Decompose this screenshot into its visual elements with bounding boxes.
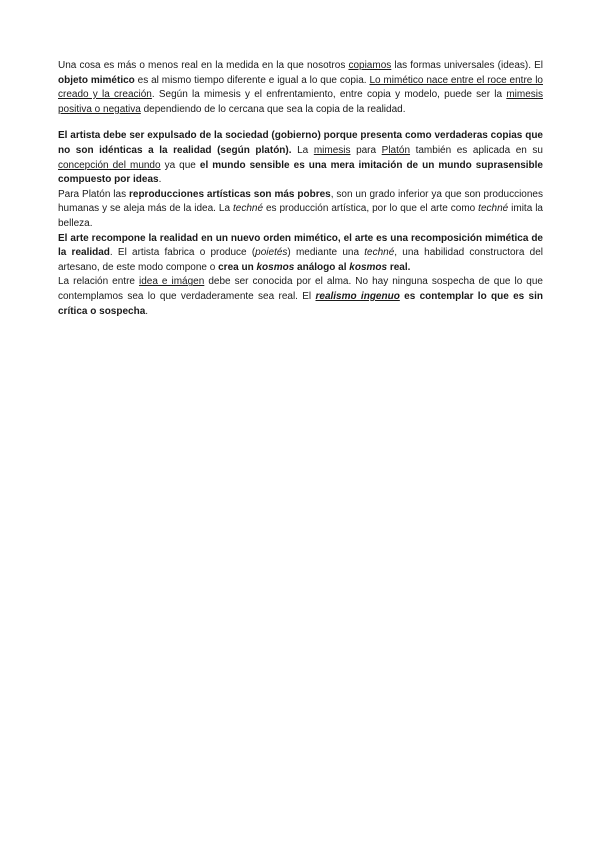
text-run: ) mediante una (287, 247, 365, 259)
text-run: . (158, 174, 162, 186)
text-run: dependiendo de lo cercana que sea la copia de la realidad. (140, 103, 406, 115)
text-run: . (145, 305, 149, 317)
text-run: las formas universales (ideas). El (391, 60, 544, 71)
underlined-term: idea e imágen (139, 276, 205, 288)
bold-italic-underlined-term: realismo ingenuo (315, 290, 400, 302)
italic-term: poietés (255, 247, 288, 259)
underlined-term: copiamos (348, 60, 392, 71)
text-run: Una cosa es más o menos real en la medida en la que nosotros (58, 60, 349, 71)
bold-italic-term: kosmos (256, 261, 295, 273)
text-run: es producción artística, por lo que el arte como (263, 203, 479, 215)
text-run: es al mismo tiempo diferente e igual a lo que copia. (134, 74, 370, 86)
bold-statement: crea un (218, 261, 257, 273)
italic-term: techné (364, 247, 395, 259)
text-run: Para Platón las (58, 188, 129, 200)
paragraph-naive-realism (58, 275, 543, 319)
italic-term: techné (232, 203, 264, 215)
bold-statement: el mundo sensible es una mera imitación de un mundo suprasensible compuesto por ideas (58, 159, 543, 186)
bold-term: objeto mimético (58, 74, 135, 86)
bold-statement: El arte recompone la realidad en un nuevo orden mimético, el arte es una recomposición mimética de la realidad (58, 232, 543, 259)
text-run: . El artista fabrica o produce ( (109, 247, 256, 259)
text-run: , son un grado inferior ya que son producciones humanas y se aleja más de la idea. La (58, 188, 543, 215)
paragraph-art-recomposes (58, 232, 543, 276)
italic-term: techné (478, 203, 509, 215)
text-run: . Según la mimesis y el enfrentamiento, entre copia y modelo, puede ser la (151, 89, 507, 101)
underlined-term: mimesis positiva o negativa (58, 89, 543, 115)
text-run: La relación entre (58, 276, 139, 288)
bold-statement: análogo al (294, 261, 350, 273)
paragraph-copy-forms (58, 59, 543, 117)
bold-statement: real. (387, 261, 411, 273)
bold-statement: reproducciones artísticas son más pobres (129, 188, 331, 200)
bold-statement: El artista debe ser expulsado de la sociedad (gobierno) porque presenta como verdaderas copias que no son idénticas a la realidad (según platón). (58, 130, 543, 156)
underlined-term: concepción del mundo (58, 159, 161, 171)
paragraph-plato-reproductions (58, 188, 543, 232)
bold-italic-term: kosmos (349, 261, 388, 273)
text-run: imita la belleza. (58, 203, 543, 229)
paragraph-artist-expelled (58, 129, 543, 187)
underlined-term: mimesis (313, 144, 351, 156)
text-run: , una habilidad constructora del artesano, de este modo compone o (58, 247, 543, 273)
bold-statement: es contemplar lo que es sin crítica o sospecha (58, 290, 544, 317)
text-run: también es aplicada en su (410, 144, 543, 156)
underlined-term: Lo mimético nace entre el roce entre lo creado y la creación (58, 74, 543, 101)
text-run: debe ser conocida por el alma. No hay ninguna sospecha de que lo que contemplamos sea lo que verdaderamente sea real. El (58, 276, 543, 302)
underlined-term: Platón (381, 144, 411, 156)
text-run: La (291, 144, 314, 156)
text-run: para (350, 144, 382, 156)
text-run: ya que (160, 159, 200, 171)
